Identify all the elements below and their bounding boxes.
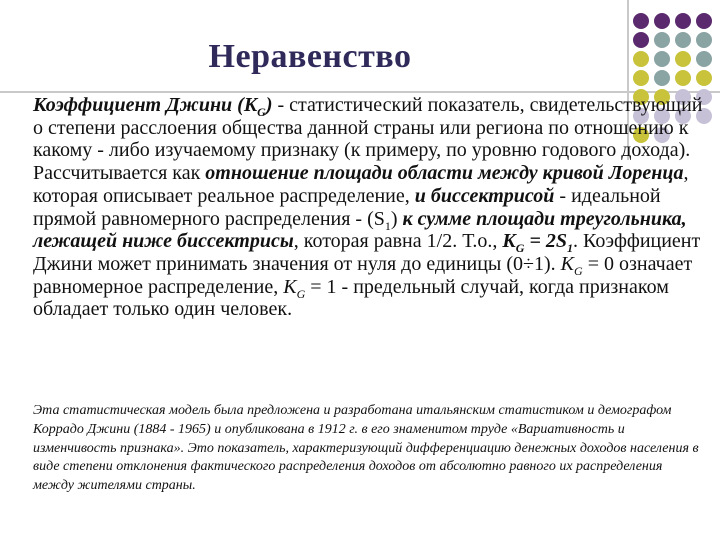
decorative-dot — [696, 51, 712, 67]
decorative-dot — [675, 32, 691, 48]
body-segment: - идеальной прямой равномерного распределения - (S — [33, 184, 661, 230]
body-segment: = 0 означает равномерное распределение, — [33, 252, 693, 298]
emphasis-lorenz: отношение площади области между кривой Лоренца — [205, 162, 684, 185]
decorative-dot — [633, 32, 649, 48]
body-segment: ) — [390, 207, 403, 230]
decorative-dot — [654, 70, 670, 86]
decorative-dot — [675, 51, 691, 67]
slide-title: Неравенство — [208, 38, 412, 75]
symbol-kg: $K_G$ — [560, 252, 583, 278]
decorative-dot — [633, 13, 649, 29]
body-segment: - статистический показатель, свидетельствующий о степени расслоения общества данной страны или региона по отношению к какому - либо изучаемому признаку (к примеру, по уровню годового дохода). Рассчитывается как — [33, 94, 703, 185]
decorative-dot — [696, 32, 712, 48]
decorative-dot — [654, 13, 670, 29]
decorative-dot — [696, 70, 712, 86]
gini-term: Коэффициент Джини $(K_G)$ — [33, 94, 273, 119]
symbol-kg: $K_G$ — [283, 275, 306, 301]
formula-kg: $K_G = 2S_1$ — [502, 230, 573, 256]
horizontal-divider-line — [0, 91, 720, 93]
body-segment: , которая описывает реальное распределение, — [33, 162, 689, 207]
emphasis-triangle: к сумме площади треугольника, лежащей ниже биссектрисы — [33, 207, 687, 253]
body-text: Коэффициент Джини $(K_G)$ - статистический показатель, свидетельствующий о степени расслоения общества данной страны или региона по отношению к какому - либо изучаемому признаку (к примеру, по уровню годового дохода). Рассчитывается как отношение площади области между кривой Лоренца, которая описывает реальное распределение, и биссектрисой - идеальной прямой равномерного распределения - $(S_1)$ к сумме площади треугольника, лежащей ниже биссектрисы, которая равна 1/2. Т.о., $K_G = 2S_1$. Коэффициент Джини может принимать значения от нуля до единицы (0÷1). $K_G = 0$ означает равномерное распределение, $K_G = 1$ - предельный случай, когда признаком обладает только один человек. — [33, 94, 703, 321]
decorative-dot — [633, 70, 649, 86]
decorative-dot — [654, 51, 670, 67]
body-segment: . Коэффициент Джини может принимать значения от нуля до единицы (0÷1). — [33, 230, 701, 275]
body-segment: = 1 - предельный случай, когда признаком обладает только один человек. — [33, 275, 669, 321]
emphasis-bisector: и биссектрисой — [414, 184, 555, 207]
body-segment: , которая равна 1/2. Т.о., — [293, 230, 503, 253]
decorative-dot — [633, 51, 649, 67]
decorative-dot — [675, 13, 691, 29]
decorative-dot — [696, 13, 712, 29]
footnote-text: Эта статистическая модель была предложена и разработана итальянским статистиком и демографом Коррадо Джини (1884 - 1965) и опубликована в 1912 г. в его знаменитом труде «Вариативность и изменчивость признака». Это показатель, характеризующий дифференциацию денежных доходов населения в виде степени отклонения фактического распределения доходов от абсолютно равного их распределения между жителями страны. — [33, 403, 699, 494]
decorative-dot — [654, 32, 670, 48]
decorative-dot — [675, 70, 691, 86]
